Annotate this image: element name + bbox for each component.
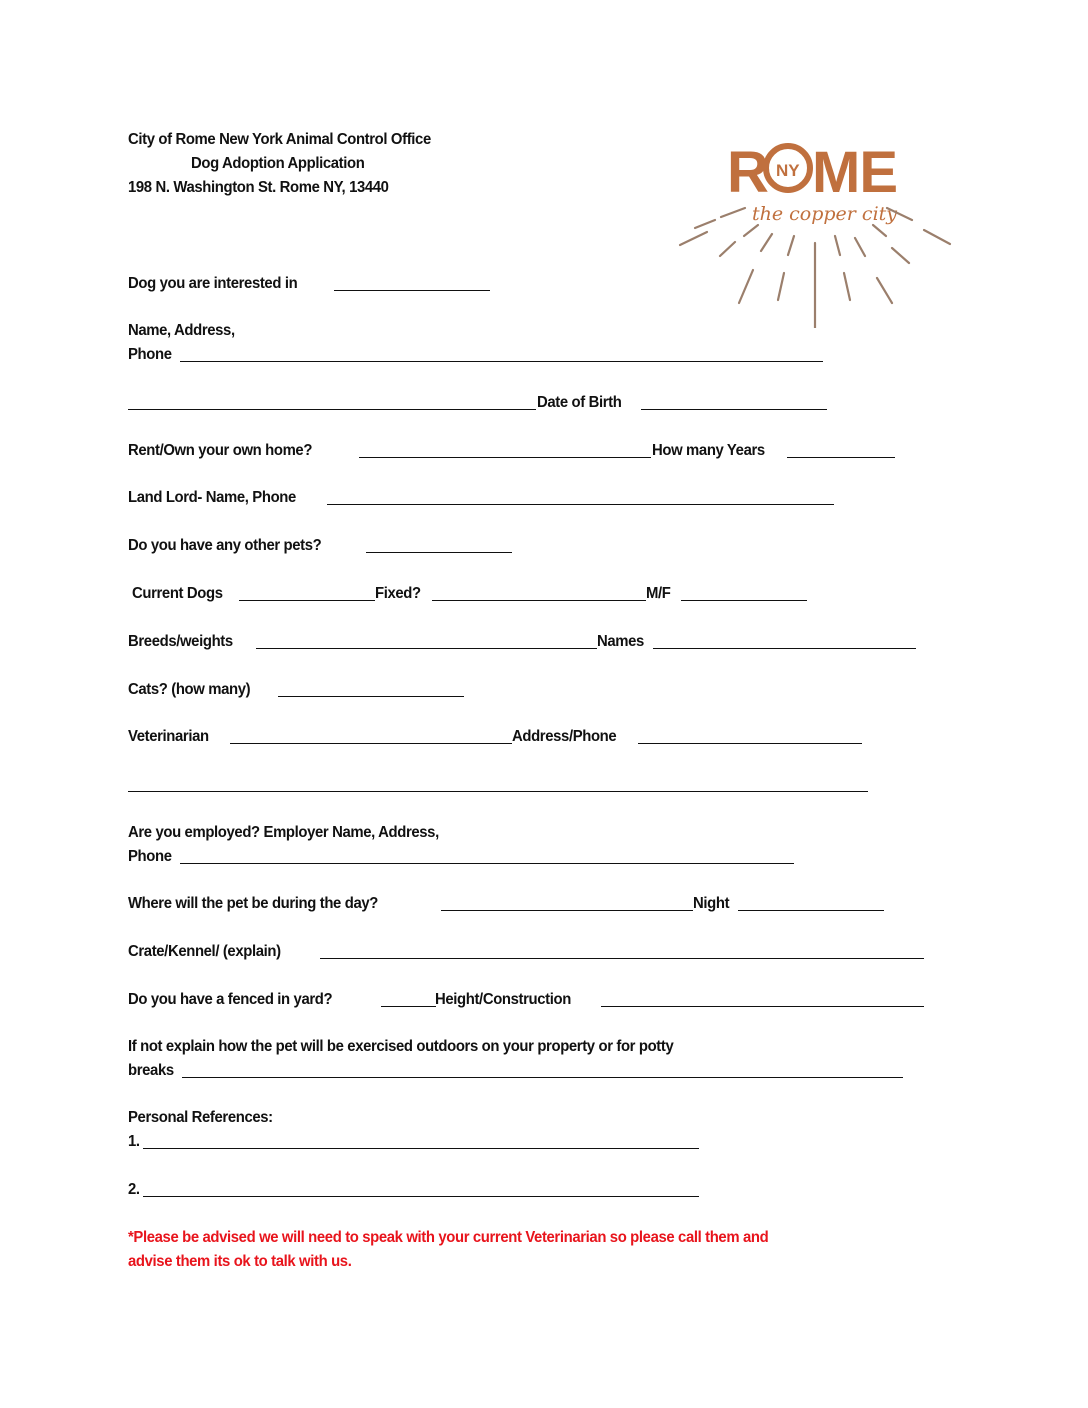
fixed-field[interactable] xyxy=(432,600,646,601)
exercise-field[interactable] xyxy=(182,1077,903,1078)
vet-notice-line1: *Please be advised we will need to speak with your current Veterinarian so please call them and xyxy=(128,1229,769,1246)
pet-day-label: Where will the pet be during the day? xyxy=(128,895,378,912)
date-of-birth-field[interactable] xyxy=(641,409,827,410)
employer-field[interactable] xyxy=(180,863,794,864)
rent-own-label: Rent/Own your own home? xyxy=(128,442,313,459)
svg-text:ME: ME xyxy=(812,140,897,205)
veterinarian-field[interactable] xyxy=(230,743,512,744)
how-many-years-label: How many Years xyxy=(652,442,765,459)
current-dogs-label: Current Dogs xyxy=(132,585,223,602)
employer-phone-label: Phone xyxy=(128,848,172,865)
form-title: Dog Adoption Application xyxy=(191,155,365,172)
cats-field[interactable] xyxy=(278,696,464,697)
employed-label: Are you employed? Employer Name, Address, xyxy=(128,824,439,841)
reference-1-label: 1. xyxy=(128,1133,140,1150)
height-construction-label: Height/Construction xyxy=(435,991,571,1008)
reference-2-field[interactable] xyxy=(143,1196,699,1197)
breeds-weights-label: Breeds/weights xyxy=(128,633,233,650)
breeds-weights-field[interactable] xyxy=(256,648,597,649)
rent-own-field[interactable] xyxy=(359,457,651,458)
reference-2-label: 2. xyxy=(128,1181,140,1198)
pet-day-field[interactable] xyxy=(441,910,693,911)
mf-label: M/F xyxy=(646,585,671,602)
how-many-years-field[interactable] xyxy=(787,457,895,458)
veterinarian-label: Veterinarian xyxy=(128,728,209,745)
landlord-field[interactable] xyxy=(327,504,834,505)
current-dogs-field[interactable] xyxy=(239,600,375,601)
names-label: Names xyxy=(597,633,644,650)
reference-1-field[interactable] xyxy=(143,1148,699,1149)
address-continuation-field[interactable] xyxy=(128,409,536,410)
logo-tagline: the copper city xyxy=(752,203,898,225)
crate-field[interactable] xyxy=(320,958,924,959)
exercise-label: If not explain how the pet will be exercised outdoors on your property or for potty xyxy=(128,1038,674,1055)
logo-ny-badge: NY xyxy=(776,161,800,180)
rome-copper-city-logo xyxy=(672,128,957,328)
fixed-label: Fixed? xyxy=(375,585,421,602)
cats-label: Cats? (how many) xyxy=(128,681,251,698)
dog-interested-label: Dog you are interested in xyxy=(128,275,298,292)
other-pets-field[interactable] xyxy=(366,552,512,553)
dog-interested-field[interactable] xyxy=(334,290,490,291)
svg-text:R: R xyxy=(727,140,768,205)
logo-rays xyxy=(680,208,950,328)
office-address: 198 N. Washington St. Rome NY, 13440 xyxy=(128,179,389,196)
breaks-label: breaks xyxy=(128,1062,174,1079)
names-field[interactable] xyxy=(653,648,916,649)
vet-address-phone-field[interactable] xyxy=(638,743,862,744)
fenced-yard-field[interactable] xyxy=(381,1006,436,1007)
logo-wordmark xyxy=(727,140,897,205)
vet-continuation-field[interactable] xyxy=(128,791,868,792)
landlord-label: Land Lord- Name, Phone xyxy=(128,489,296,506)
other-pets-label: Do you have any other pets? xyxy=(128,537,322,554)
name-address-label: Name, Address, xyxy=(128,322,235,339)
crate-label: Crate/Kennel/ (explain) xyxy=(128,943,281,960)
phone-label: Phone xyxy=(128,346,172,363)
fenced-yard-label: Do you have a fenced in yard? xyxy=(128,991,333,1008)
mf-field[interactable] xyxy=(681,600,807,601)
address-phone-label: Address/Phone xyxy=(512,728,617,745)
vet-notice-line2: advise them its ok to talk with us. xyxy=(128,1253,352,1270)
height-construction-field[interactable] xyxy=(601,1006,924,1007)
night-label: Night xyxy=(693,895,730,912)
name-address-phone-field[interactable] xyxy=(180,361,823,362)
night-field[interactable] xyxy=(738,910,884,911)
office-title: City of Rome New York Animal Control Office xyxy=(128,131,431,148)
references-title: Personal References: xyxy=(128,1109,273,1126)
date-of-birth-label: Date of Birth xyxy=(537,394,622,411)
